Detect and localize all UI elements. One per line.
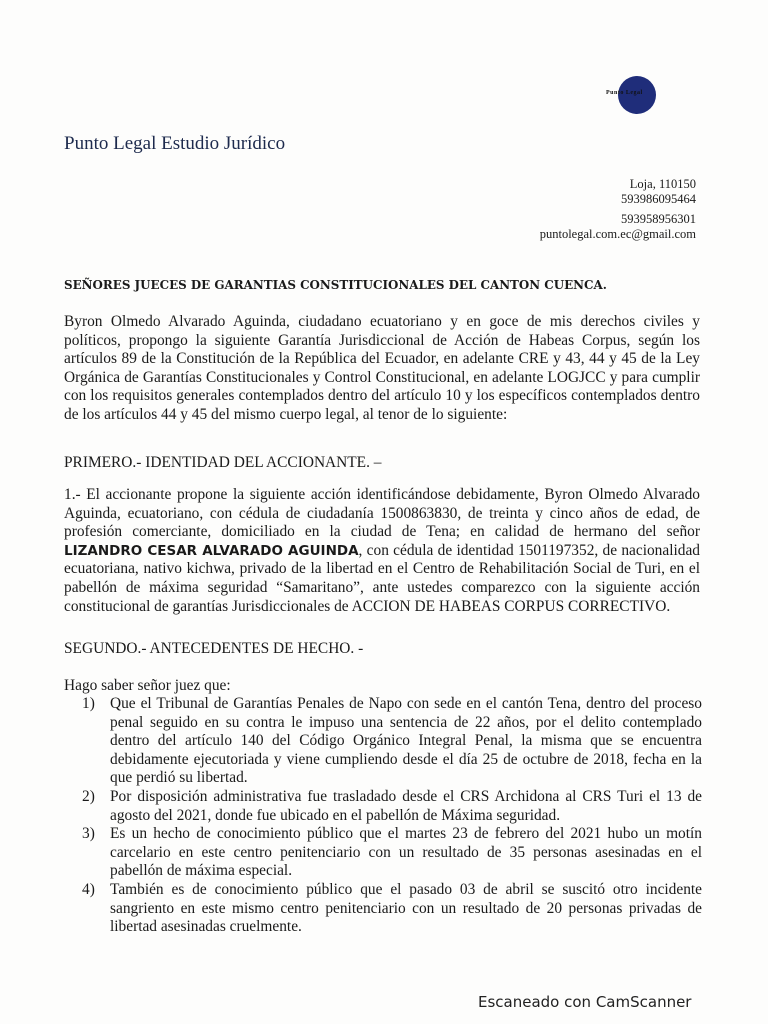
section-2-lead: Hago saber señor juez que:	[64, 677, 231, 694]
section-1-heading: PRIMERO.- IDENTIDAD DEL ACCIONANTE. –	[64, 454, 382, 471]
contact-address: Loja, 110150	[629, 177, 696, 191]
firm-name: Punto Legal Estudio Jurídico	[64, 133, 286, 154]
item-text: También es de conocimiento público que el pasado 03 de abril se suscitó otro incidente sangriento en este mismo centro penitenciario con un resultado de 20 personas privadas de libertad asesinadas cruelmente.	[110, 880, 702, 936]
section-1-paragraph	[64, 486, 700, 616]
item-text: Que el Tribunal de Garantías Penales de Napo con sede en el cantón Tena, dentro del proceso penal seguido en su contra le impuso una sentencia de 22 años, por el delito contemplado dentro del artículo 140 del Código Orgánico Integral Penal, la misma que se encuentra debidamente ejecutoriada y viene cumpliendo desde el día 25 de octubre de 2018, fecha en la que perdió su libertad.	[110, 695, 702, 787]
item-number: 2)	[82, 787, 95, 805]
scanner-watermark: Escaneado con CamScanner	[478, 993, 692, 1011]
section-1-text-after: , con cédula de identidad 1501197352, de nacionalidad ecuatoriana, nativo kichwa, privado de la libertad en el Centro de Rehabilitación Social de Turi, en el pabellón de máxima seguridad “Samaritano”, ante ustedes comparezco con la siguiente acción constitucional de garantías Jurisdiccionales de ACCION DE HABEAS CORPUS CORRECTIVO.	[64, 541, 700, 615]
item-text: Es un hecho de conocimiento público que el martes 23 de febrero del 2021 hubo un motín carcelario en este centro penitenciario con un resultado de 35 personas asesinadas en el pabellón de máxima especial.	[110, 825, 702, 880]
logo-text: Punto Legal	[606, 90, 643, 96]
contact-email: puntolegal.com.ec@gmail.com	[539, 227, 696, 241]
contact-phone-2: 593958956301	[621, 212, 696, 226]
item-number: 3)	[82, 825, 95, 843]
item-number: 4)	[82, 880, 95, 898]
addressee-heading: SEÑORES JUECES DE GARANTIAS CONSTITUCIONALES DEL CANTON CUENCA.	[64, 278, 607, 292]
list-item	[82, 788, 702, 825]
section-2-heading: SEGUNDO.- ANTECEDENTES DE HECHO. -	[64, 640, 364, 657]
item-number: 1)	[82, 695, 95, 712]
intro-paragraph: Byron Olmedo Alvarado Aguinda, ciudadano ecuatoriano y en goce de mis derechos civiles y políticos, propongo la siguiente Garantía Jurisdiccional de Acción de Habeas Corpus, según los artículos 89 de la Constitución de la República del Ecuador, en adelante CRE y 43, 44 y 45 de la Ley Orgánica de Garantías Constitucionales y Control Constitucional, en adelante LOGJCC y para cumplir con los requisitos generales contemplados dentro del artículo 10 y los específicos contemplados dentro de los artículos 44 y 45 del mismo cuerpo legal, al tenor de lo siguiente:	[64, 313, 700, 423]
list-item	[82, 825, 702, 881]
facts-list	[82, 695, 702, 937]
contact-block	[540, 177, 696, 242]
list-item	[82, 695, 702, 788]
section-1-text-before: 1.- El accionante propone la siguiente acción identificándose debidamente, Byron Olmedo Alvarado Aguinda, ecuatoriano, con cédula de ciudadanía 1500863830, de treinta y cinco años de edad, de profesión comerciante, domiciliado en la ciudad de Tena; en calidad de hermano del señor	[64, 486, 700, 541]
detainee-name: LIZANDRO CESAR ALVARADO AGUINDA	[64, 542, 359, 559]
list-item	[82, 881, 702, 937]
item-text: Por disposición administrativa fue trasladado desde el CRS Archidona al CRS Turi el 13 de agosto del 2021, donde fue ubicado en el pabellón de Máxima seguridad.	[110, 787, 702, 824]
contact-phone-1: 593986095464	[621, 192, 696, 206]
